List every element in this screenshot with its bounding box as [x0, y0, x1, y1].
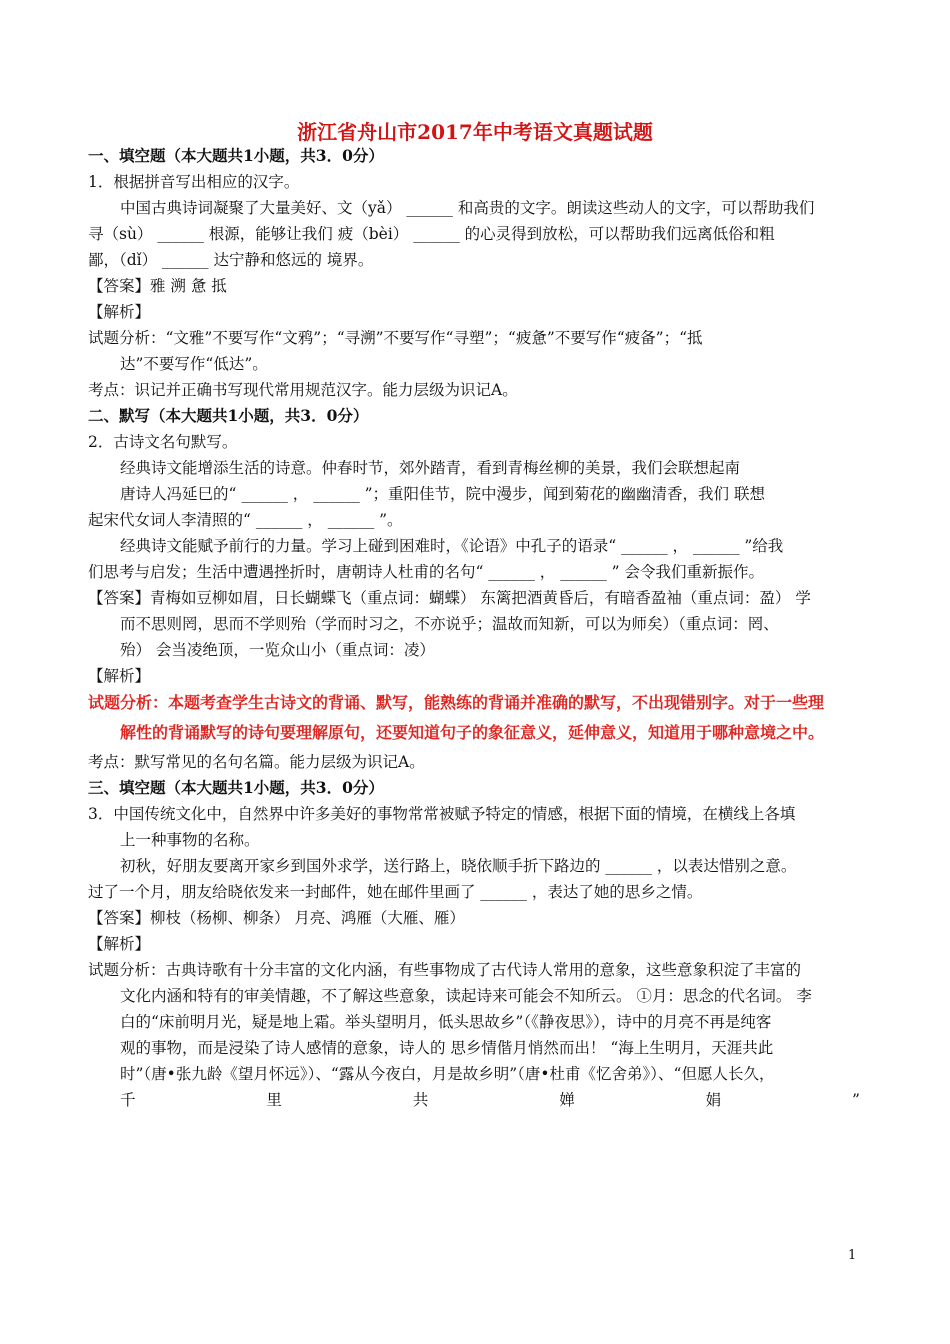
paragraph-line: 初秋，好朋友要离开家乡到国外求学，送行路上，晓依顺手折下路边的 ______ ，以表达惜别之意。 — [120, 857, 797, 875]
answer-line: 而不思则罔，思而不学则殆（学而时习之，不亦说乎；温故而知新，可以为师矣）（重点词：罔、 — [120, 615, 779, 633]
char: 娟 — [705, 1091, 722, 1109]
char: 里 — [266, 1091, 282, 1109]
question-2: 2．古诗文名句默写。 — [88, 433, 238, 451]
paragraph-line: 上一种事物的名称。 — [120, 831, 260, 849]
paragraph-line: 经典诗文能增添生活的诗意。仲春时节，郊外踏青，看到青梅丝柳的美景，我们会联想起南 — [120, 459, 741, 477]
question-3: 3．中国传统文化中，自然界中许多美好的事物常常被赋予特定的情感，根据下面的情境，在横线上各填 — [88, 805, 796, 823]
analysis-label: 【解析】 — [88, 303, 151, 321]
analysis-line: 时”（唐•张九龄《望月怀远》）、“露从今夜白，月是故乡明”（唐•杜甫《忆舍弟》）、“但愿人长久， — [120, 1065, 775, 1083]
section-heading-2: 二、默写（本大题共1小题，共3．0分） — [88, 406, 369, 425]
analysis-highlight: 解性的背诵默写的诗句要理解原句，还要知道句子的象征意义，延伸意义，知道用于哪种意境之中。 — [120, 723, 825, 742]
char: ” — [852, 1091, 860, 1109]
answer-line: 殆） 会当凌绝顶，一览众山小（重点词：凌） — [120, 641, 435, 659]
analysis-line: 白的“床前明月光，疑是地上霜。举头望明月，低头思故乡”（《静夜思》），诗中的月亮不再是纯客 — [120, 1013, 772, 1031]
char: 千 — [120, 1091, 136, 1109]
page-title: 浙江省舟山市2017年中考语文真题试题 — [297, 120, 653, 144]
paragraph-line: 鄙，（dǐ） ______ 达宁静和悠远的 境界。 — [88, 251, 374, 269]
analysis-label: 【解析】 — [88, 935, 151, 953]
answer-line: 【答案】柳枝（杨柳、柳条） 月亮、鸿雁（大雁、雁） — [88, 909, 465, 927]
analysis-line: 达”不要写作“低达”。 — [120, 355, 268, 373]
knowledge-point: 考点：识记并正确书写现代常用规范汉字。能力层级为识记A。 — [88, 381, 518, 399]
paragraph-line: 唐诗人冯延巳的“ ______ ， ______ ”；重阳佳节，院中漫步，闻到菊花的幽幽清香，我们 联想 — [120, 485, 765, 503]
analysis-line: 试题分析：“文雅”不要写作“文鸦”；“寻溯”不要写作“寻塑”；“疲惫”不要写作“疲备”；“抵 — [88, 329, 703, 347]
char: 婵 — [559, 1091, 575, 1109]
analysis-highlight: 试题分析：本题考查学生古诗文的背诵、默写，能熟练的背诵并准确的默写，不出现错别字。对于一些理 — [88, 693, 825, 712]
paragraph-line: 寻（sù） ______ 根源，能够让我们 疲（bèi） ______ 的心灵得到放松，可以帮助我们远离低俗和粗 — [88, 225, 775, 243]
section-heading-3: 三、填空题（本大题共1小题，共3．0分） — [88, 778, 384, 797]
knowledge-point: 考点：默写常见的名句名篇。能力层级为识记A。 — [88, 753, 425, 771]
analysis-justified-line — [120, 1090, 860, 1110]
analysis-line: 试题分析：古典诗歌有十分丰富的文化内涵，有些事物成了古代诗人常用的意象，这些意象积淀了丰富的 — [88, 961, 802, 979]
question-1: 1．根据拼音写出相应的汉字。 — [88, 173, 300, 191]
char: 共 — [412, 1091, 429, 1109]
paragraph-line: 们思考与启发；生活中遭遇挫折时，唐朝诗人杜甫的名句“ ______ ， ______ ” 会令我们重新振作。 — [88, 563, 764, 581]
analysis-label: 【解析】 — [88, 667, 151, 685]
paragraph-line: 中国古典诗词凝聚了大量美好、文（yǎ） ______ 和高贵的文字。朗读这些动人的文字，可以帮助我们 — [120, 199, 815, 217]
section-heading-1: 一、填空题（本大题共1小题，共3．0分） — [88, 146, 384, 165]
answer-line: 【答案】雅 溯 惫 抵 — [88, 277, 227, 295]
analysis-line: 观的事物，而是浸染了诗人感情的意象，诗人的 思乡情偕月悄然而出！ “海上生明月，天涯共此 — [120, 1039, 774, 1057]
answer-line: 【答案】青梅如豆柳如眉，日长蝴蝶飞（重点词：蝴蝶） 东篱把酒黄昏后，有暗香盈袖（重点词：盈） 学 — [88, 589, 811, 607]
paragraph-line: 过了一个月，朋友给晓依发来一封邮件，她在邮件里画了 ______ ，表达了她的思乡之情。 — [88, 883, 703, 901]
page-number: 1 — [848, 1248, 857, 1263]
paragraph-line: 起宋代女词人李清照的“ ______ ， ______ ”。 — [88, 511, 403, 529]
analysis-line: 文化内涵和特有的审美情趣，不了解这些意象，读起诗来可能会不知所云。 ①月：思念的代名词。 李 — [120, 987, 812, 1005]
paragraph-line: 经典诗文能赋予前行的力量。学习上碰到困难时，《论语》中孔子的语录“ ______ ， ______ ”给我 — [120, 537, 784, 555]
